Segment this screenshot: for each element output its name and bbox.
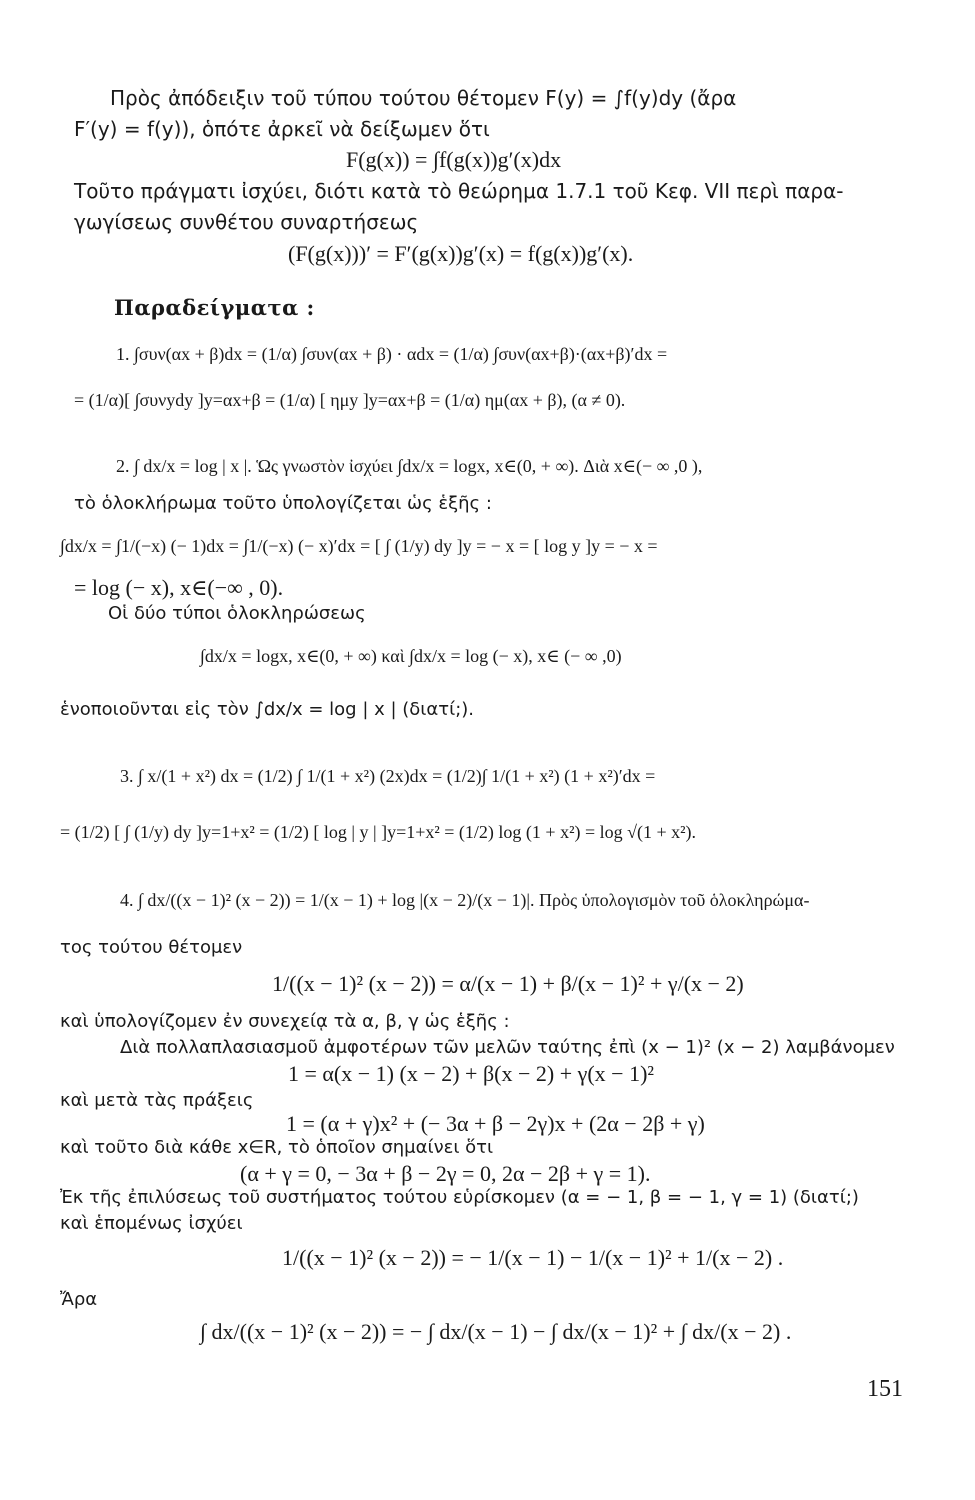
example-4-line: 4. ∫ dx/((x − 1)² (x − 2)) = 1/(x − 1) + log |(x − 2)/(x − 1)|. Πρὸς ὑπολογισμὸν τοῦ ὁλοκληρώμα- bbox=[120, 890, 810, 910]
text-line: Τοῦτο πράγματι ἰσχύει, διότι κατὰ τὸ θεώρημα 1.7.1 τοῦ Κεφ. VII περὶ παρα- bbox=[74, 179, 844, 203]
text-line: ἑνοποιοῦνται εἰς τὸν ∫dx/x = log | x | (διατί;). bbox=[60, 699, 474, 720]
example-3-line: 3. ∫ x/(1 + x²) dx = (1/2) ∫ 1/(1 + x²) (2x)dx = (1/2)∫ 1/(1 + x²) (1 + x²)′dx = bbox=[120, 766, 656, 786]
text-line: Διὰ πολλαπλασιασμοῦ ἀμφοτέρων τῶν μελῶν ταύτης ἐπὶ (x − 1)² (x − 2) λαμβάνομεν bbox=[120, 1037, 895, 1058]
formula: ∫dx/x = logx, x∈(0, + ∞) καὶ ∫dx/x = log (− x), x∈ (− ∞ ,0) bbox=[200, 646, 622, 666]
section-heading: Παραδείγματα : bbox=[114, 295, 315, 320]
text-line: γωγίσεως συνθέτου συναρτήσεως bbox=[74, 210, 419, 234]
formula: 1/((x − 1)² (x − 2)) = α/(x − 1) + β/(x − 1)² + γ/(x − 2) bbox=[272, 971, 744, 996]
formula: 1/((x − 1)² (x − 2)) = − 1/(x − 1) − 1/(x − 1)² + 1/(x − 2) . bbox=[282, 1245, 784, 1270]
page-number: 151 bbox=[867, 1376, 903, 1402]
formula: ∫dx/x = ∫1/(−x) (− 1)dx = ∫1/(−x) (− x)′dx = [ ∫ (1/y) dy ]y = − x = [ log y ]y = − x = bbox=[60, 536, 658, 556]
text-line: Οἱ δύο τύποι ὁλοκληρώσεως bbox=[108, 603, 366, 624]
text-line: F′(y) = f(y)), ὁπότε ἀρκεῖ νὰ δείξωμεν ὅτι bbox=[74, 117, 490, 141]
text-line: Ἄρα bbox=[60, 1289, 98, 1310]
text-line: καὶ ἑπομένως ἰσχύει bbox=[60, 1213, 243, 1234]
text-line: τὸ ὁλοκλήρωμα τοῦτο ὑπολογίζεται ὡς ἑξῆς : bbox=[74, 493, 492, 514]
example-1-line: = (1/α)[ ∫συνydy ]y=αx+β = (1/α) [ ημy ]y=αx+β = (1/α) ημ(αx + β), (α ≠ 0). bbox=[74, 390, 626, 410]
formula: (F(g(x)))′ = F′(g(x))g′(x) = f(g(x))g′(x). bbox=[288, 241, 634, 266]
text-line: Πρὸς ἀπόδειξιν τοῦ τύπου τούτου θέτομεν F(y) = ∫f(y)dy (ἄρα bbox=[110, 86, 737, 110]
text-line: Ἐκ τῆς ἐπιλύσεως τοῦ συστήματος τούτου εὑρίσκομεν (α = − 1, β = − 1, γ = 1) (διατί;) bbox=[60, 1187, 859, 1208]
formula: (α + γ = 0, − 3α + β − 2γ = 0, 2α − 2β + γ = 1). bbox=[240, 1161, 651, 1186]
example-2-line: 2. ∫ dx/x = log | x |. Ὡς γνωστὸν ἰσχύει ∫dx/x = logx, x∈(0, + ∞). Διὰ x∈(− ∞ ,0 ), bbox=[116, 456, 703, 476]
formula: = log (− x), x∈(−∞ , 0). bbox=[74, 575, 284, 600]
formula: ∫ dx/((x − 1)² (x − 2)) = − ∫ dx/(x − 1) − ∫ dx/(x − 1)² + ∫ dx/(x − 2) . bbox=[200, 1319, 792, 1344]
example-3-line: = (1/2) [ ∫ (1/y) dy ]y=1+x² = (1/2) [ log | y | ]y=1+x² = (1/2) log (1 + x²) = log √(1 + x²). bbox=[60, 822, 697, 842]
example-1-line: 1. ∫συν(αx + β)dx = (1/α) ∫συν(αx + β) · αdx = (1/α) ∫συν(αx+β)·(αx+β)′dx = bbox=[116, 344, 668, 364]
text-line: καὶ μετὰ τὰς πράξεις bbox=[60, 1090, 254, 1111]
text-line: καὶ τοῦτο διὰ κάθε x∈R, τὸ ὁποῖον σημαίνει ὅτι bbox=[60, 1137, 494, 1158]
text-line: τος τούτου θέτομεν bbox=[60, 937, 243, 958]
text-line: καὶ ὑπολογίζομεν ἐν συνεχείᾳ τὰ α, β, γ ὡς ἑξῆς : bbox=[60, 1011, 510, 1032]
formula: 1 = α(x − 1) (x − 2) + β(x − 2) + γ(x − 1)² bbox=[288, 1061, 654, 1086]
formula: 1 = (α + γ)x² + (− 3α + β − 2γ)x + (2α − 2β + γ) bbox=[286, 1111, 705, 1136]
formula: F(g(x)) = ∫f(g(x))g′(x)dx bbox=[346, 147, 562, 172]
